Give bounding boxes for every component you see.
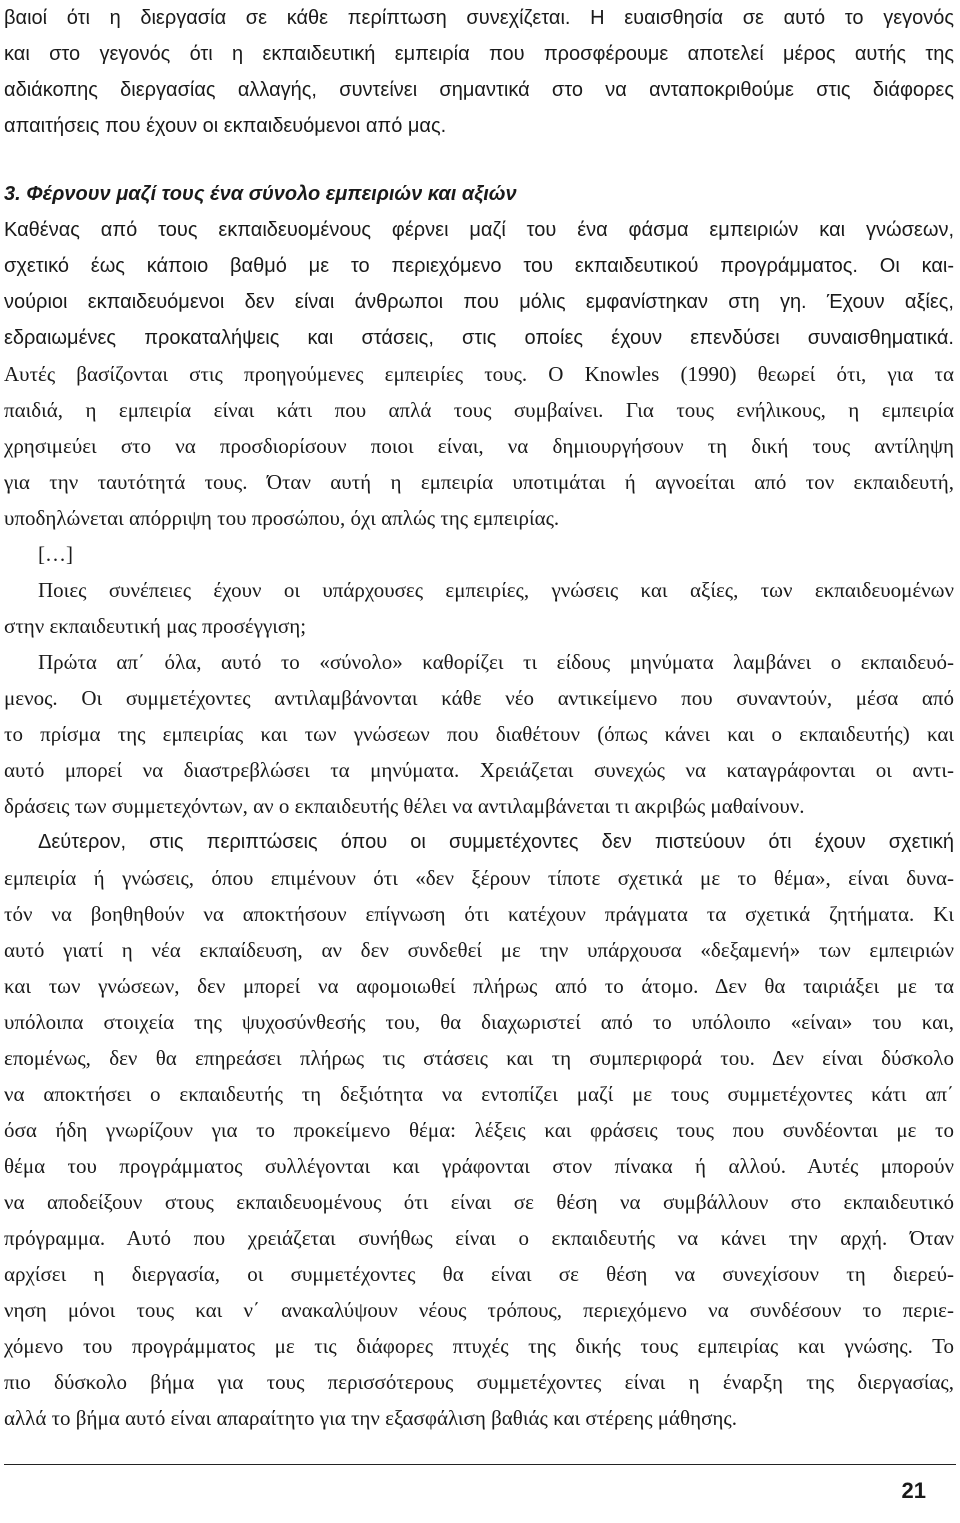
text-line: αρχίσει η διεργασία, οι συμμετέχοντες θα είναι σε θέση να συνεχίσουν τη διερεύ- bbox=[4, 1262, 954, 1286]
text-line: αδιάκοπης διεργασίας αλλαγής, συντείνει σημαντικά στο να ανταποκριθούμε στις διάφορες bbox=[4, 79, 954, 101]
text-line: να αποκτήσει ο εκπαιδευτής τη δεξιότητα να εντοπίζει μαζί με τους συμμετέχοντες κάτι απ΄ bbox=[4, 1082, 954, 1106]
text-line: για την ταυτότητά τους. Όταν αυτή η εμπειρία υποτιμάται ή αγνοείται από τον εκπαιδευτή, bbox=[4, 470, 954, 494]
text-line: να αποδείξουν στους εκπαιδευομένους ότι είναι σε θέση να συμβάλλουν στο εκπαιδευτικό bbox=[4, 1190, 954, 1214]
paragraph-second bbox=[4, 824, 954, 1436]
text-line: και των γνώσεων, δεν μπορεί να αφομοιωθεί πλήρως από το άτομο. Δεν θα ταιριάξει με τα bbox=[4, 974, 954, 998]
text-line: εμπειρία ή γνώσεις, όπου επιμένουν ότι «δεν ξέρουν τίποτε σχετικά με το θέμα», είναι δυνα- bbox=[4, 866, 954, 890]
footer-divider bbox=[4, 1464, 956, 1465]
text-line: Ποιες συνέπειες έχουν οι υπάρχουσες εμπειρίες, γνώσεις και αξίες, των εκπαιδευομένων bbox=[38, 578, 954, 602]
text-line: θέμα του προγράμματος συλλέγονται και γράφονται στον πίνακα ή αλλού. Αυτές μπορούν bbox=[4, 1154, 954, 1178]
paragraph-first bbox=[4, 644, 954, 824]
text-line: χρησιμεύει στο να προσδιορίσουν ποιοι είναι, να δημιουργήσουν τη δική τους αντίληψη bbox=[4, 434, 954, 458]
text-line: Αυτές βασίζονται στις προηγούμενες εμπειρίες τους. Ο Knowles (1990) θεωρεί ότι, για τα bbox=[4, 362, 954, 386]
paragraph-experience bbox=[4, 212, 954, 536]
text-line: δράσεις των συμμετεχόντων, αν ο εκπαιδευτής θέλει να αντιλαμβάνεται τι ακριβώς μαθαίνουν. bbox=[4, 794, 805, 818]
text-line: χόμενο του προγράμματος με τις διάφορες πτυχές της δικής τους εμπειρίας και γνώσης. Το bbox=[4, 1334, 954, 1358]
text-line: επομένως, δεν θα επηρεάσει πλήρως τις στάσεις και τη συμπεριφορά του. Δεν είναι δύσκολο bbox=[4, 1046, 954, 1070]
section-heading: 3. Φέρνουν μαζί τους ένα σύνολο εμπειριών και αξιών bbox=[4, 183, 517, 205]
paragraph-continuation bbox=[4, 0, 954, 144]
text-line: Δεύτερον, στις περιπτώσεις όπου οι συμμετέχοντες δεν πιστεύουν ότι έχουν σχετική bbox=[38, 831, 954, 853]
page-number: 21 bbox=[901, 1478, 926, 1503]
text-line: αλλά το βήμα αυτό είναι απαραίτητο για την εξασφάλιση βαθιάς και στέρεης μάθησης. bbox=[4, 1406, 737, 1430]
text-line: το πρίσμα της εμπειρίας και των γνώσεων που διαθέτουν (όπως κάνει και ο εκπαιδευτής) και bbox=[4, 722, 954, 746]
text-line: πρόγραμμα. Αυτό που χρειάζεται συνήθως είναι ο εκπαιδευτής να κάνει την αρχή. Όταν bbox=[4, 1226, 954, 1250]
text-line: νούριοι εκπαιδευόμενοι δεν είναι άνθρωποι που μόλις εμφανίστηκαν στη γη. Έχουν αξίες, bbox=[4, 291, 954, 313]
text-line: όσα ήδη γνωρίζουν για το προκείμενο θέμα: λέξεις και φράσεις τους που συνδέονται με το bbox=[4, 1118, 954, 1142]
text-line: νηση μόνοι τους και ν΄ ανακαλύψουν νέους τρόπους, περιεχόμενο να συνδέσουν το περιε- bbox=[4, 1298, 954, 1322]
text-line: Πρώτα απ΄ όλα, αυτό το «σύνολο» καθορίζει τι είδους μηνύματα λαμβάνει ο εκπαιδευό- bbox=[38, 650, 954, 674]
text-line: υπόλοιπα στοιχεία της ψυχοσύνθεσής του, θα διαχωριστεί από το υπόλοιπο «είναι» του και, bbox=[4, 1010, 954, 1034]
text-line: στην εκπαιδευτική μας προσέγγιση; bbox=[4, 614, 307, 638]
text-line: αυτό μπορεί να διαστρεβλώσει τα μηνύματα. Χρειάζεται συνεχώς να καταγράφονται οι αντι- bbox=[4, 758, 954, 782]
text-line: πιο δύσκολο βήμα για τους περισσότερους συμμετέχοντες είναι η έναρξη της διεργασίας, bbox=[4, 1370, 954, 1394]
text-line: και στο γεγονός ότι η εκπαιδευτική εμπειρία που προσφέρουμε αποτελεί μέρος αυτής της bbox=[4, 43, 954, 65]
ellipsis-marker: […] bbox=[38, 542, 73, 566]
text-line: Καθένας από τους εκπαιδευομένους φέρνει μαζί του ένα φάσμα εμπειριών και γνώσεων, bbox=[4, 219, 954, 241]
document-body bbox=[4, 0, 954, 1436]
text-line: απαιτήσεις που έχουν οι εκπαιδευόμενοι από μας. bbox=[4, 115, 447, 137]
text-line: μενος. Οι συμμετέχοντες αντιλαμβάνονται κάθε νέο αντικείμενο που συναντούν, μέσα από bbox=[4, 686, 954, 710]
text-line: παιδιά, η εμπειρία είναι κάτι που απλά τους συμβαίνει. Για τους ενήλικους, η εμπειρία bbox=[4, 398, 954, 422]
text-line: τόν να βοηθηθούν να αποκτήσουν επίγνωση ότι κατέχουν πράγματα τα σχετικά ζητήματα. Κι bbox=[4, 902, 954, 926]
text-line: εδραιωμένες προκαταλήψεις και στάσεις, στις οποίες έχουν επενδύσει συναισθηματικά. bbox=[4, 327, 954, 349]
text-line: αυτό γιατί η νέα εκπαίδευση, αν δεν συνδεθεί με την υπάρχουσα «δεξαμενή» των εμπειριών bbox=[4, 938, 954, 962]
text-line: υποδηλώνεται απόρριψη του προσώπου, όχι απλώς της εμπειρίας. bbox=[4, 506, 560, 530]
text-line: σχετικό έως κάποιο βαθμό με το περιεχόμενο του εκπαιδευτικού προγράμματος. Οι και- bbox=[4, 255, 954, 277]
paragraph-question bbox=[4, 572, 954, 644]
text-line: βαιοί ότι η διεργασία σε κάθε περίπτωση συνεχίζεται. Η ευαισθησία σε αυτό το γεγονός bbox=[4, 7, 954, 29]
